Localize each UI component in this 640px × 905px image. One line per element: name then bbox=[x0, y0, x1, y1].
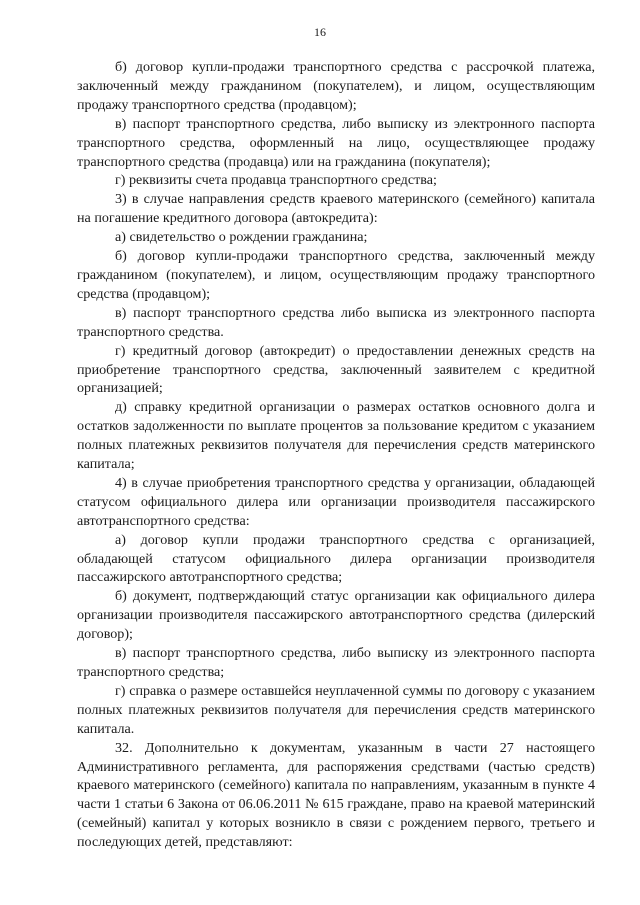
paragraph: б) документ, подтверждающий статус организации как официального дилера организации производителя пассажирского автотранспортного средства (дилерский договор); bbox=[77, 588, 595, 643]
paragraph: д) справку кредитной организации о размерах остатков основного долга и остатков задолженности по выплате процентов за пользование кредитом с указанием полных платежных реквизитов получателя для перечисления средств материнского капитала; bbox=[77, 399, 595, 473]
paragraph: г) справка о размере оставшейся неуплаченной суммы по договору с указанием полных платежных реквизитов получателя для перечисления средств материнского капитала. bbox=[77, 682, 595, 737]
paragraph: в) паспорт транспортного средства, либо выписку из электронного паспорта транспортного средства, оформленный на лицо, осуществляющее продажу транспортного средства (продавца) или на гражданина (покупателя); bbox=[77, 115, 595, 170]
document-body bbox=[77, 58, 595, 852]
paragraph: 3) в случае направления средств краевого материнского (семейного) капитала на погашение кредитного договора (автокредита): bbox=[77, 191, 595, 227]
paragraph: г) реквизиты счета продавца транспортного средства; bbox=[115, 172, 437, 189]
paragraph: а) свидетельство о рождении гражданина; bbox=[115, 229, 368, 246]
paragraph: в) паспорт транспортного средства, либо выписку из электронного паспорта транспортного средства; bbox=[77, 645, 595, 680]
paragraph: а) договор купли продажи транспортного средства с организацией, обладающей статусом официального дилера организации производителя пассажирского автотранспортного средства; bbox=[77, 531, 595, 586]
paragraph: 4) в случае приобретения транспортного средства у организации, обладающей статусом официального дилера или организации производителя пассажирского автотранспортного средства: bbox=[77, 474, 595, 529]
page-number: 16 bbox=[314, 25, 326, 39]
paragraph: б) договор купли-продажи транспортного средства, заключенный между гражданином (покупателем), и лицом, осуществляющим продажу транспортного средства (продавцом); bbox=[77, 248, 595, 302]
paragraph: г) кредитный договор (автокредит) о предоставлении денежных средств на приобретение транспортного средства, заключенный заявителем с кредитной организацией; bbox=[77, 342, 595, 397]
paragraph: в) паспорт транспортного средства либо выписка из электронного паспорта транспортного средства. bbox=[77, 304, 595, 340]
paragraph: 32. Дополнительно к документам, указанным в части 27 настоящего Административного регламента, для распоряжения средствами (частью средств) краевого материнского (семейного) капитала по направлениям, указанным в пункте 4 части 1 статьи 6 Закона от 06.06.2011 № 615 граждане, право на краевой материнский (семейный) капитал у которых возникло в связи с рождением первого, третьего и последующих детей, представляют: bbox=[77, 739, 595, 851]
paragraph: б) договор купли-продажи транспортного средства с рассрочкой платежа, заключенный между гражданином (покупателем), и лицом, осуществляющим продажу транспортного средства (продавцом); bbox=[77, 59, 595, 113]
